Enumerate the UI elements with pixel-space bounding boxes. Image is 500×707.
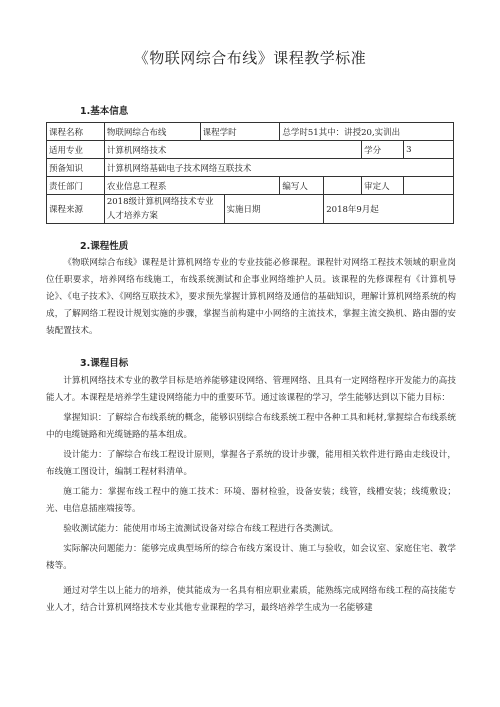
section-heading-course-nature: 2.课程性质 bbox=[80, 241, 129, 252]
table-cell: 计算机网络基础电子技术网络互联技术 bbox=[104, 159, 453, 177]
table-row bbox=[47, 177, 454, 195]
table-cell: 适用专业 bbox=[47, 141, 105, 159]
table-row bbox=[47, 141, 454, 159]
section-heading-basic-info: 1.基本信息 bbox=[80, 106, 129, 117]
paragraph: 设计能力：了解综合布线工程设计原则，掌握各子系统的设计步骤，能用相关软件进行路由走线设计，布线施工图设计，编制工程材料清单。 bbox=[46, 450, 456, 477]
table-cell: 课程学时 bbox=[200, 123, 280, 141]
table-cell: 编写人 bbox=[280, 177, 324, 195]
table-cell: 农业信息工程系 bbox=[104, 177, 279, 195]
paragraph: 计算机网络技术专业的教学目标是培养能够建设网络、管理网络、且具有一定网络程序开发能力的高技能人才。本课程是培养学生建设网络能力中的重要环节。通过该课程的学习，学生能够达到以下能力目标： bbox=[46, 376, 456, 403]
table-row bbox=[47, 123, 454, 141]
paragraph: 《物联网综合布线》课程是计算机网络专业的专业技能必修课程。课程针对网络工程技术领域的职业岗位任职要求，培养网络布线施工，布线系统测试和企事业网络维护人员。该课程的先修课程有《计算机导论》、《电子技术》、《网络互联技术》，要求预先掌握计算机网络及通信的基础知识，理解计算机网络系统的构成，了解网络工程设计规划实施的步骤，掌握当前构建中小网络的主流技术，掌握主流交换机、路由器的安装配置技术。 bbox=[46, 258, 456, 336]
paragraph: 施工能力：掌握布线工程中的施工技术：环境、器材检验，设备安装；线管，线槽安装；线缆敷设；光、电信息插座端接等。 bbox=[46, 487, 456, 514]
table-cell: 课程名称 bbox=[47, 123, 105, 141]
table-cell: 3 bbox=[404, 141, 454, 159]
course-nature-body bbox=[46, 255, 456, 340]
table-cell: 计算机网络技术 bbox=[104, 141, 361, 159]
table-cell: 物联网综合布线 bbox=[104, 123, 200, 141]
table-cell: 实施日期 bbox=[224, 195, 324, 224]
basic-info-table bbox=[46, 122, 454, 224]
table-row bbox=[47, 159, 454, 177]
paragraph: 验收测试能力：能使用市场主流测试设备对综合布线工程进行各类测试。 bbox=[63, 524, 339, 534]
table-row bbox=[47, 195, 454, 224]
table-cell: 审定人 bbox=[362, 177, 404, 195]
table-cell: 责任部门 bbox=[47, 177, 105, 195]
table-cell bbox=[404, 177, 454, 195]
document-title: 《物联网综合布线》课程教学标准 bbox=[133, 49, 367, 67]
paragraph: 通过对学生以上能力的培养，使其能成为一名具有相应职业素质，能熟练完成网络布线工程的高技能专业人才，结合计算机网络技术专业其他专业课程的学习，最终培养学生成为一名能够建 bbox=[46, 586, 456, 613]
table-cell: 课程来源 bbox=[47, 195, 105, 224]
table-cell bbox=[324, 177, 362, 195]
course-goals-body bbox=[46, 373, 456, 617]
paragraph: 实际解决问题能力：能够完成典型场所的综合布线方案设计、施工与验收，如会议室、家庭住宅、教学楼等。 bbox=[46, 544, 456, 571]
table-cell: 2018年9月起 bbox=[324, 195, 454, 224]
paragraph: 掌握知识：了解综合布线系统的概念，能够识别综合布线系统工程中各种工具和耗材,掌握综合布线系统中的电缆链路和光缆链路的基本组成。 bbox=[46, 413, 456, 440]
section-heading-course-goals: 3.课程目标 bbox=[80, 358, 129, 369]
table-cell: 预备知识 bbox=[47, 159, 105, 177]
table-cell: 学分 bbox=[362, 141, 404, 159]
table-cell: 2018级计算机网络技术专业人才培养方案 bbox=[104, 195, 224, 224]
table-cell: 总学时51其中：讲授20,实训出 bbox=[280, 123, 454, 141]
